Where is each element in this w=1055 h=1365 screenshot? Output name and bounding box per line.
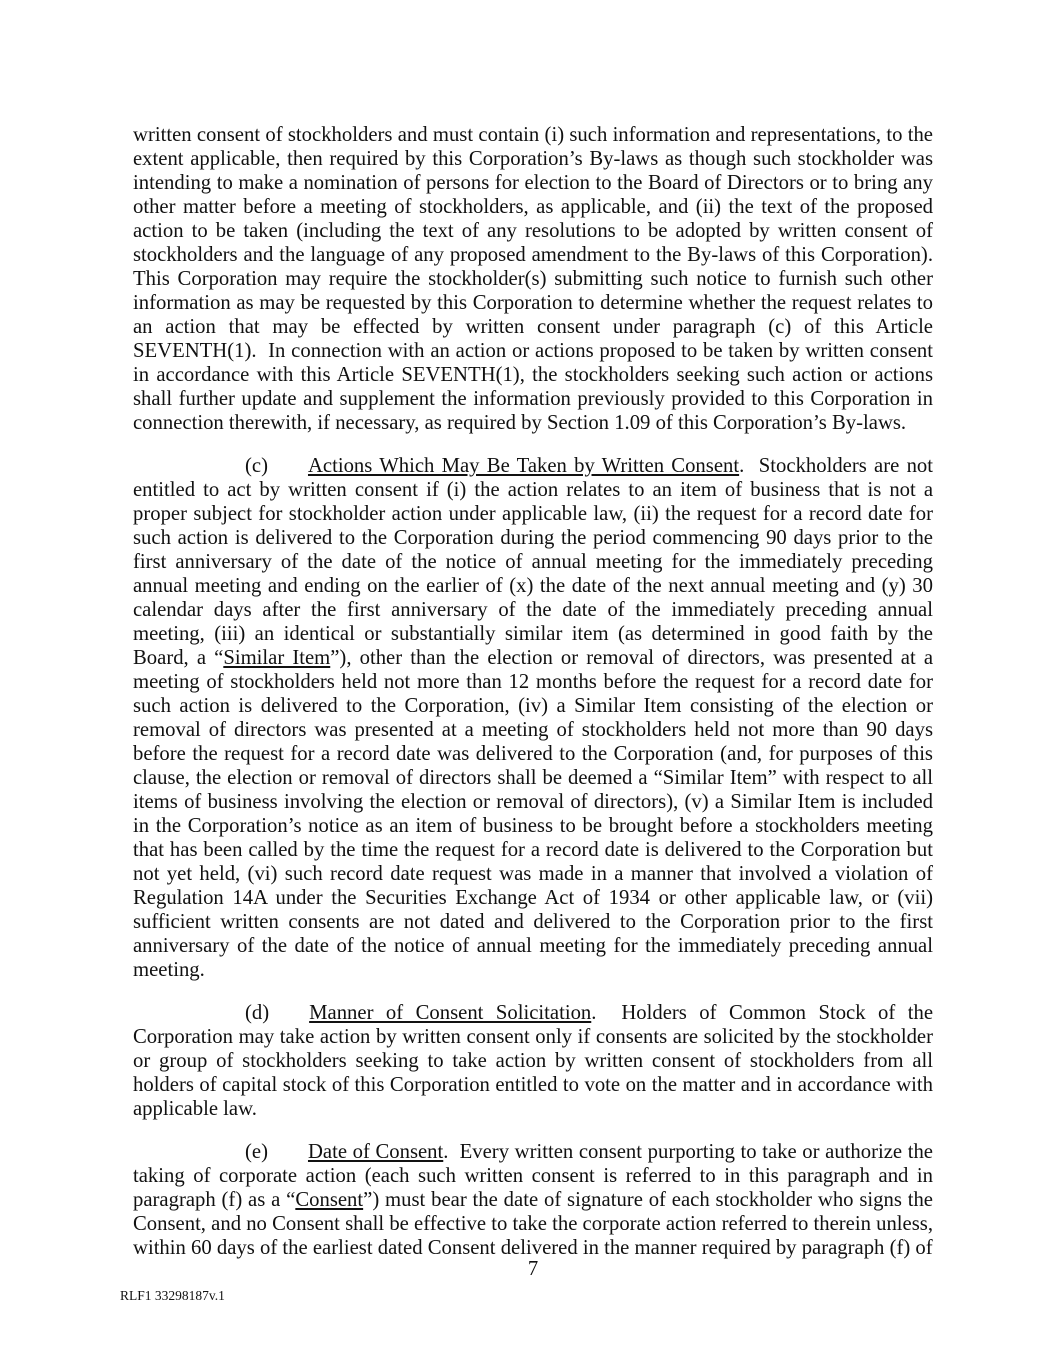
- document-body: [133, 123, 944, 1279]
- paragraph-d: [133, 1001, 939, 1121]
- text-run: . Every written consent purporting to take or authorize the taking of corporate action (each such written consent is referred to in this paragraph and in paragraph (f) as a “: [133, 1141, 939, 1211]
- defined-term: Similar Item: [223, 647, 331, 669]
- section-heading: Date of Consent: [307, 1141, 444, 1163]
- text-run: . Stockholders are not entitled to act by written consent if (i) the action relates to an item of business that is not a proper subject for stockholder action under applicable law, (ii) the request for a record date for such action is delivered to the Corporation during the period commencing 90 days prior to the first anniversary of the date of the notice of annual meeting for the immediately preceding annual meeting and ending on the earlier of (x) the date of the next annual meeting and (y) 30 calendar days after the first anniversary of the date of the immediately preceding annual meeting, (iii) an identical or substantially similar item (as determined in good faith by the Board, a “: [133, 455, 939, 669]
- text-run: written consent of stockholders and must contain (i) such information and representations, to the extent applicable, then required by this Corporation’s By-laws as though such stockholder was intending to make a nomination of persons for election to the Board of Directors or to bring any other matter before a meeting of stockholders, as applicable, and (ii) the text of the proposed action to be taken (including the text of any resolutions to be adopted by written consent of stockholders and the language of any proposed amendment to the By-laws of this Corporation). This Corporation may require the stockholder(s) submitting such notice to furnish such other information as may be requested by this Corporation to determine whether the request relates to an action that may be effected by written consent under paragraph (c) of this Article SEVENTH(1). In connection with an action or actions proposed to be taken by written consent in accordance with this Article SEVENTH(1), the stockholders seeking such action or actions shall further update and supplement the information previously provided to this Corporation in connection therewith, if necessary, as required by Section 1.09 of this Corporation’s By-laws.: [133, 124, 944, 434]
- text-run: ”), other than the election or removal of directors, was presented at a meeting of stockholders held not more than 12 months before the request for a record date for such action is delivered to the Corporation, (iv) a Similar Item consisting of the election or removal of directors was presented at a meeting of stockholders held not more than 90 days before the request for a record date was delivered to the Corporation (and, for purposes of this clause, the election or removal of directors shall be deemed a “Similar Item” with respect to all items of business involving the election or removal of directors), (v) a Similar Item is included in the Corporation’s notice as an item of business to be brought before a stockholders meeting that has been called by the time the request for a record date is delivered to the Corporation but not yet held, (vi) such record date request was made in a manner that involved a violation of Regulation 14A under the Securities Exchange Act of 1934 or other applicable law, or (vii) sufficient written consents are not dated and delivered to the Corporation prior to the first anniversary of the date of the notice of annual meeting for the immediately preceding annual meeting.: [133, 647, 939, 981]
- paragraph-e: [133, 1140, 939, 1260]
- continuation-paragraph: [133, 123, 944, 435]
- defined-term: Consent: [295, 1189, 364, 1211]
- paragraph-letter-label: (e): [245, 1141, 268, 1163]
- section-heading: Manner of Consent Solicitation: [309, 1002, 592, 1024]
- text-run: . Holders of Common Stock of the Corporation may take action by written consent only if consents are solicited by the stockholder or group of stockholders seeking to take action by written consent of stockholders from all holders of capital stock of this Corporation entitled to vote on the matter and in accordance with applicable law.: [133, 1002, 939, 1120]
- paragraph-letter-label: (c): [245, 455, 268, 477]
- paragraph-letter-label: (d): [245, 1002, 270, 1024]
- paragraph-c: [133, 454, 939, 982]
- section-heading: Actions Which May Be Taken by Written Consent: [307, 455, 740, 477]
- document-id-footer: RLF1 33298187v.1: [120, 1288, 225, 1303]
- page-number: 7: [527, 1258, 539, 1280]
- text-run: ”) must bear the date of signature of each stockholder who signs the Consent, and no Consent shall be effective to take the corporate action referred to therein unless, within 60 days of the earliest dated Consent delivered in the manner required by paragraph (f) of: [133, 1189, 939, 1259]
